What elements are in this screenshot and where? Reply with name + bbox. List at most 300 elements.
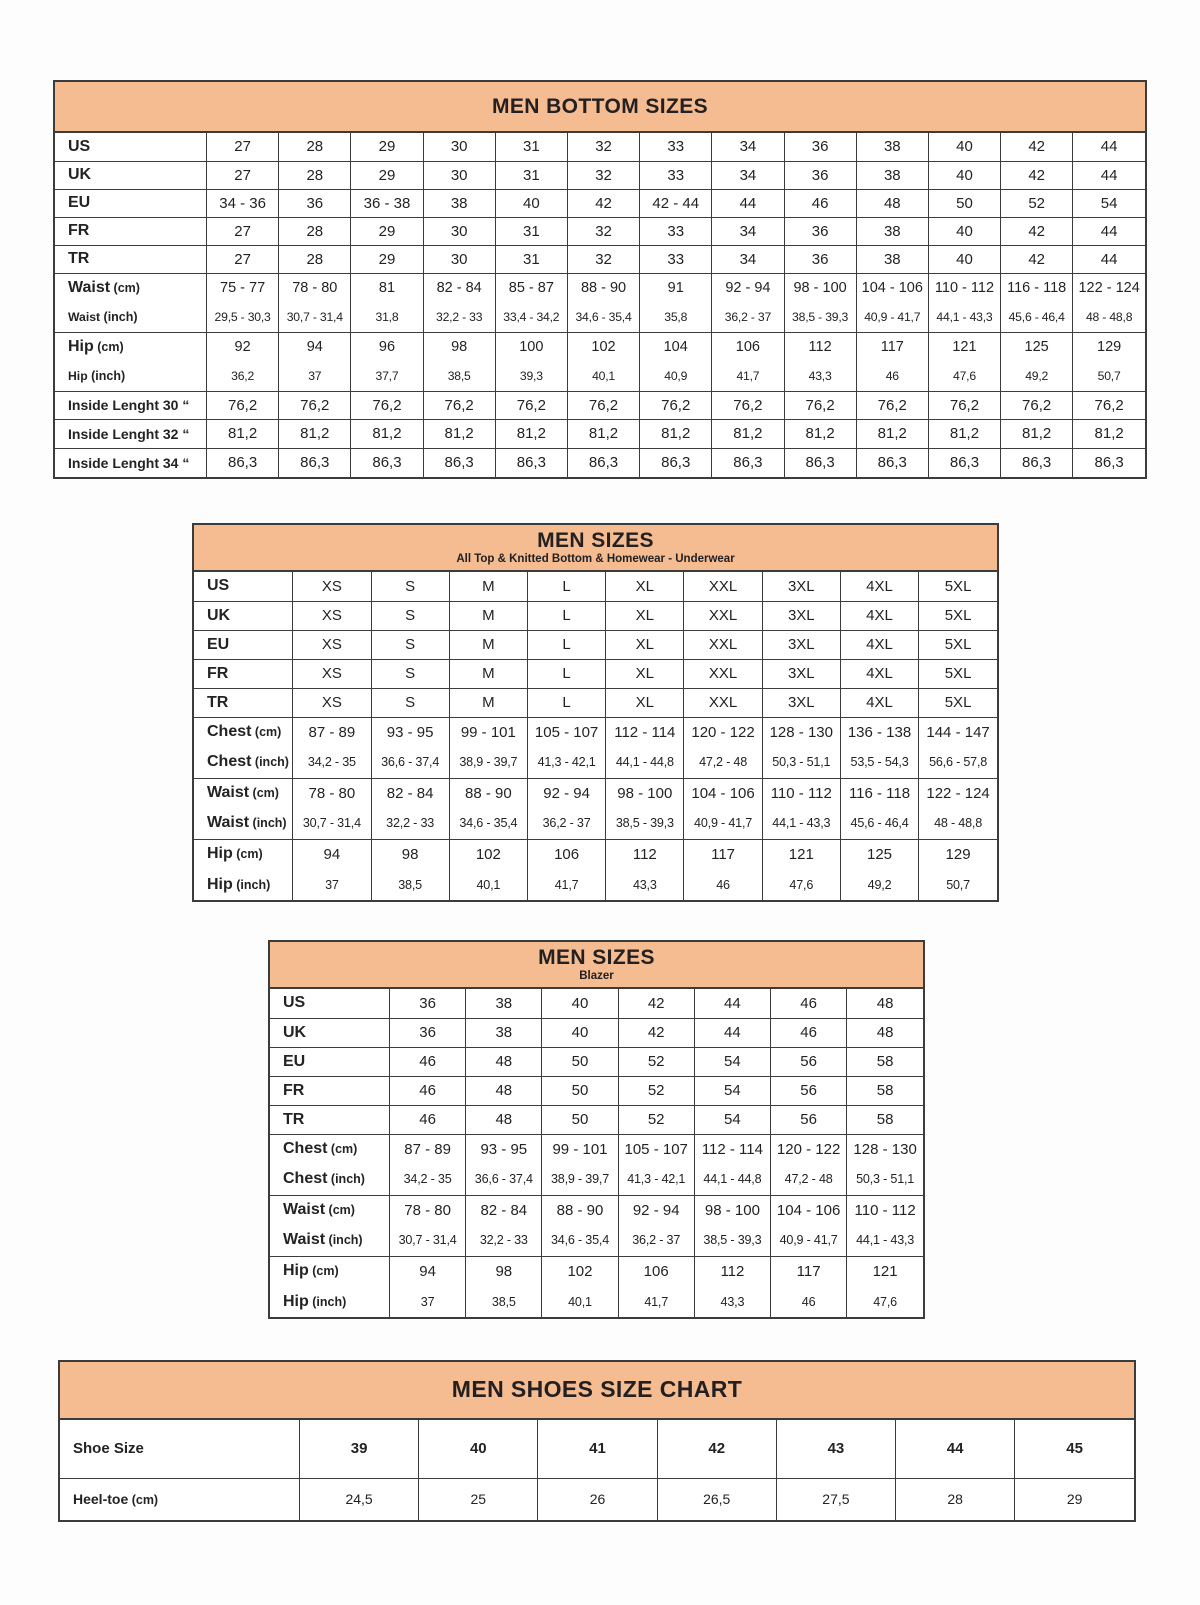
row-label-text: Hip [68,368,88,383]
value-cell: 3XL [762,572,840,601]
value-cell: 37 [389,1286,465,1317]
table-title: MEN SIZES [537,529,654,553]
table-row [55,133,1145,161]
value-cell: 105 - 107 [527,717,605,747]
value-cell: 86,3 [856,448,928,477]
value-cell: 48 [856,189,928,217]
value-cell: 34,2 - 35 [389,1164,465,1195]
table-row [55,245,1145,273]
value-cell: 112 [784,332,856,361]
table-row [194,659,997,688]
value-cell: 87 - 89 [293,717,371,747]
value-cell: 120 - 122 [771,1134,847,1164]
value-cell: 81,2 [856,420,928,449]
value-cell: 81,2 [640,420,712,449]
value-cell: XXL [684,630,762,659]
value-cell: 42 [1001,133,1073,161]
value-cell: 41,3 - 42,1 [618,1164,694,1195]
value-cell: 38 [423,189,495,217]
value-cell: 45,6 - 46,4 [1001,302,1073,332]
value-cell: 76,2 [279,391,351,420]
value-cell: 81,2 [1073,420,1145,449]
value-cell: 4XL [840,688,918,717]
row-unit: (cm) [232,847,263,862]
value-cell: 52 [1001,189,1073,217]
row-label [194,717,293,747]
size-table [194,572,997,900]
row-label [194,601,293,630]
value-cell: 41 [538,1420,657,1478]
row-label-text: US [283,994,306,1012]
value-cell: 125 [840,839,918,869]
value-cell: XL [606,659,684,688]
value-cell: 36,2 - 37 [712,302,784,332]
value-cell: 39,3 [495,361,567,391]
value-cell: XL [606,688,684,717]
value-cell: 36,6 - 37,4 [371,747,449,778]
value-cell: 27 [207,133,279,161]
value-cell: 30,7 - 31,4 [293,808,371,839]
value-cell: XS [293,688,371,717]
value-cell: 37,7 [351,361,423,391]
value-cell: 40,9 [640,361,712,391]
value-cell: 41,7 [618,1286,694,1317]
value-cell: 44,1 - 44,8 [694,1164,770,1195]
row-unit: (inch) [100,309,138,324]
row-label [194,839,293,869]
row-label-text: Hip [68,337,94,355]
value-cell: 76,2 [351,391,423,420]
row-label-text: FR [68,222,90,239]
value-cell: 121 [928,332,1000,361]
value-cell: 3XL [762,601,840,630]
value-cell: 86,3 [712,448,784,477]
value-cell: 5XL [919,601,997,630]
value-cell: 76,2 [928,391,1000,420]
value-cell: 98 - 100 [784,273,856,302]
value-cell: 38,9 - 39,7 [542,1164,618,1195]
value-cell: 94 [279,332,351,361]
row-label [55,189,207,217]
table-row [194,839,997,869]
value-cell: 98 [466,1256,542,1286]
value-cell: 4XL [840,659,918,688]
value-cell: 136 - 138 [840,717,918,747]
table-row [194,717,997,747]
value-cell: 36,2 - 37 [527,808,605,839]
value-cell: 47,6 [847,1286,923,1317]
row-label [194,869,293,900]
value-cell: 48 [847,989,923,1018]
value-cell: 44,1 - 43,3 [847,1225,923,1256]
value-cell: 40 [495,189,567,217]
value-cell: 44,1 - 44,8 [606,747,684,778]
table-row [194,688,997,717]
value-cell: 102 [449,839,527,869]
value-cell: 34,6 - 35,4 [542,1225,618,1256]
row-label-text: Waist [68,309,101,324]
table-row [270,1225,923,1256]
value-cell: 92 - 94 [618,1195,694,1225]
table-row [270,1105,923,1134]
value-cell: 42 - 44 [640,189,712,217]
value-cell: 26,5 [657,1478,776,1520]
value-cell: 42 [567,189,639,217]
value-cell: 30 [423,161,495,189]
value-cell: 42 [1001,245,1073,273]
value-cell: 38 [856,217,928,245]
row-label-text: Inside Lenght 32 “ [68,425,190,442]
value-cell: 40 [928,245,1000,273]
value-cell: 37 [293,869,371,900]
row-label [55,332,207,361]
row-label [270,1225,389,1256]
value-cell: 36 - 38 [351,189,423,217]
value-cell: 40,9 - 41,7 [684,808,762,839]
value-cell: 38,5 [466,1286,542,1317]
value-cell: 32 [567,217,639,245]
row-label-text: Hip [207,875,233,893]
value-cell: 48 - 48,8 [919,808,997,839]
value-cell: 40,1 [449,869,527,900]
value-cell: 87 - 89 [389,1134,465,1164]
value-cell: 25 [419,1478,538,1520]
value-cell: 56 [771,1076,847,1105]
value-cell: 106 [712,332,784,361]
value-cell: XS [293,630,371,659]
value-cell: 76,2 [567,391,639,420]
row-label [60,1420,300,1478]
value-cell: 121 [847,1256,923,1286]
value-cell: 99 - 101 [542,1134,618,1164]
value-cell: 76,2 [495,391,567,420]
value-cell: XL [606,601,684,630]
row-unit: (inch) [251,755,289,770]
row-label-text: Waist [283,1201,326,1219]
table-row [194,572,997,601]
value-cell: 81,2 [784,420,856,449]
value-cell: 40 [928,161,1000,189]
value-cell: 29 [1015,1478,1134,1520]
table-row [270,1195,923,1225]
row-label [270,1105,389,1134]
row-unit: (cm) [249,786,279,801]
value-cell: 46 [771,1286,847,1317]
value-cell: 46 [684,869,762,900]
value-cell: XS [293,601,371,630]
value-cell: 30 [423,217,495,245]
value-cell: 81,2 [928,420,1000,449]
value-cell: 34,6 - 35,4 [449,808,527,839]
value-cell: 33 [640,217,712,245]
value-cell: 93 - 95 [466,1134,542,1164]
table-row [270,1286,923,1317]
value-cell: 40 [419,1420,538,1478]
value-cell: 56 [771,1047,847,1076]
value-cell: 40,9 - 41,7 [856,302,928,332]
value-cell: 42 [1001,217,1073,245]
value-cell: 48 - 48,8 [1073,302,1145,332]
value-cell: 30 [423,245,495,273]
row-label [194,572,293,601]
value-cell: 33 [640,161,712,189]
value-cell: 44,1 - 43,3 [762,808,840,839]
row-label-text: UK [68,166,92,183]
table-row [270,1134,923,1164]
value-cell: 48 [466,1076,542,1105]
table-row [55,332,1145,361]
row-label [55,273,207,302]
value-cell: 40 [928,133,1000,161]
value-cell: 98 - 100 [694,1195,770,1225]
value-cell: 40,9 - 41,7 [771,1225,847,1256]
value-cell: 104 [640,332,712,361]
value-cell: 43 [776,1420,895,1478]
value-cell: 78 - 80 [279,273,351,302]
value-cell: 56 [771,1105,847,1134]
value-cell: 121 [762,839,840,869]
value-cell: 92 - 94 [527,778,605,808]
value-cell: L [527,688,605,717]
row-label-text: Waist [207,784,250,802]
value-cell: 44 [712,189,784,217]
value-cell: 28 [279,133,351,161]
size-grid [270,989,923,1317]
row-label-text: Hip [283,1262,309,1280]
value-cell: 76,2 [640,391,712,420]
value-cell: 50 [542,1105,618,1134]
value-cell: 52 [618,1076,694,1105]
row-unit: (cm) [325,1203,355,1218]
row-label [270,989,389,1018]
value-cell: 47,2 - 48 [771,1164,847,1195]
table-header [55,82,1145,133]
row-unit: (inch) [232,877,271,892]
table-row [55,189,1145,217]
table-row [60,1478,1134,1520]
value-cell: 54 [1073,189,1145,217]
value-cell: 5XL [919,659,997,688]
value-cell: 40,1 [542,1286,618,1317]
size-table [55,133,1145,477]
value-cell: 81,2 [423,420,495,449]
value-cell: 36 [389,1018,465,1047]
table-row [194,601,997,630]
value-cell: L [527,659,605,688]
value-cell: 32,2 - 33 [466,1225,542,1256]
table-row [55,273,1145,302]
row-label [270,1256,389,1286]
value-cell: 46 [784,189,856,217]
men-blazer-sizes-table [268,940,925,1319]
value-cell: 58 [847,1076,923,1105]
value-cell: 5XL [919,572,997,601]
value-cell: 58 [847,1047,923,1076]
row-unit: (cm) [93,339,124,354]
value-cell: 45 [1015,1420,1134,1478]
value-cell: 85 - 87 [495,273,567,302]
value-cell: 34,6 - 35,4 [567,302,639,332]
value-cell: 38,9 - 39,7 [449,747,527,778]
value-cell: L [527,630,605,659]
value-cell: 99 - 101 [449,717,527,747]
value-cell: 50,3 - 51,1 [847,1164,923,1195]
value-cell: 28 [279,161,351,189]
value-cell: 38,5 - 39,3 [606,808,684,839]
value-cell: 31 [495,161,567,189]
size-table [60,1420,1134,1520]
value-cell: 92 - 94 [712,273,784,302]
value-cell: 81,2 [1001,420,1073,449]
value-cell: 36,2 - 37 [618,1225,694,1256]
row-label-text: Chest [207,723,252,741]
row-label-text: Hip [283,1292,309,1310]
row-label-text: Waist [207,814,250,832]
value-cell: 81,2 [495,420,567,449]
value-cell: 29 [351,161,423,189]
value-cell: 50 [542,1047,618,1076]
row-label [194,630,293,659]
value-cell: 110 - 112 [847,1195,923,1225]
value-cell: 98 - 100 [606,778,684,808]
value-cell: 125 [1001,332,1073,361]
value-cell: 38 [856,133,928,161]
value-cell: L [527,572,605,601]
value-cell: 48 [466,1105,542,1134]
value-cell: 38 [466,1018,542,1047]
table-subtitle: All Top & Knitted Bottom & Homewear - Underwear [456,552,735,565]
table-title: MEN SIZES [538,946,655,970]
value-cell: 40,1 [567,361,639,391]
value-cell: 46 [389,1047,465,1076]
value-cell: S [371,601,449,630]
value-cell: 129 [919,839,997,869]
value-cell: 50 [928,189,1000,217]
value-cell: 27 [207,217,279,245]
value-cell: 30,7 - 31,4 [279,302,351,332]
value-cell: 102 [567,332,639,361]
row-unit: (inch) [327,1172,365,1187]
value-cell: 42 [657,1420,776,1478]
value-cell: 47,6 [928,361,1000,391]
value-cell: 46 [389,1076,465,1105]
value-cell: 36 [784,133,856,161]
value-cell: 31 [495,245,567,273]
value-cell: 100 [495,332,567,361]
value-cell: 28 [279,245,351,273]
value-cell: 86,3 [207,448,279,477]
value-cell: 44,1 - 43,3 [928,302,1000,332]
value-cell: 112 [606,839,684,869]
value-cell: 34 [712,217,784,245]
row-label-text: EU [283,1052,306,1070]
value-cell: 52 [618,1105,694,1134]
row-unit: (inch) [308,1294,347,1309]
value-cell: M [449,630,527,659]
value-cell: 86,3 [640,448,712,477]
row-unit: (inch) [325,1233,363,1248]
value-cell: 56,6 - 57,8 [919,747,997,778]
value-cell: 86,3 [495,448,567,477]
value-cell: XXL [684,659,762,688]
value-cell: 34,2 - 35 [293,747,371,778]
value-cell: 35,8 [640,302,712,332]
value-cell: 104 - 106 [684,778,762,808]
value-cell: 41,3 - 42,1 [527,747,605,778]
value-cell: 54 [694,1047,770,1076]
value-cell: 98 [423,332,495,361]
value-cell: 88 - 90 [567,273,639,302]
table-row [55,420,1145,449]
value-cell: 129 [1073,332,1145,361]
table-row [194,747,997,778]
value-cell: 105 - 107 [618,1134,694,1164]
value-cell: 28 [279,217,351,245]
value-cell: 78 - 80 [389,1195,465,1225]
table-row [194,630,997,659]
table-row [270,1076,923,1105]
value-cell: 43,3 [606,869,684,900]
row-label-text: TR [207,693,229,711]
value-cell: 144 - 147 [919,717,997,747]
value-cell: 44 [1073,161,1145,189]
row-label-text: Inside Lenght 30 “ [68,397,190,414]
value-cell: 76,2 [856,391,928,420]
value-cell: 112 - 114 [694,1134,770,1164]
table-row [60,1420,1134,1478]
value-cell: 40 [542,989,618,1018]
value-cell: S [371,688,449,717]
value-cell: 34 [712,245,784,273]
row-label [194,778,293,808]
value-cell: 5XL [919,630,997,659]
row-label-text: Shoe Size [73,1440,144,1458]
value-cell: 33 [640,245,712,273]
value-cell: 29,5 - 30,3 [207,302,279,332]
table-row [55,448,1145,477]
value-cell: 81,2 [351,420,423,449]
row-label [270,1047,389,1076]
value-cell: 31 [495,217,567,245]
value-cell: 49,2 [840,869,918,900]
value-cell: 42 [618,1018,694,1047]
value-cell: 32,2 - 33 [371,808,449,839]
value-cell: M [449,572,527,601]
value-cell: XXL [684,572,762,601]
value-cell: 38,5 - 39,3 [694,1225,770,1256]
value-cell: 48 [847,1018,923,1047]
row-label-text: UK [283,1023,307,1041]
value-cell: 112 [694,1256,770,1286]
value-cell: 36 [279,189,351,217]
value-cell: 3XL [762,630,840,659]
value-cell: 34 - 36 [207,189,279,217]
value-cell: 36,2 [207,361,279,391]
row-label [55,245,207,273]
value-cell: 44 [1073,245,1145,273]
value-cell: 4XL [840,630,918,659]
value-cell: 86,3 [928,448,1000,477]
row-unit: (cm) [327,1142,358,1157]
row-label-text: Waist [283,1231,326,1249]
row-label-text: FR [283,1081,305,1099]
row-label-text: Hip [207,845,233,863]
row-label-text: Chest [207,753,252,771]
value-cell: 81 [351,273,423,302]
value-cell: XXL [684,688,762,717]
row-label [194,808,293,839]
value-cell: 36 [784,245,856,273]
